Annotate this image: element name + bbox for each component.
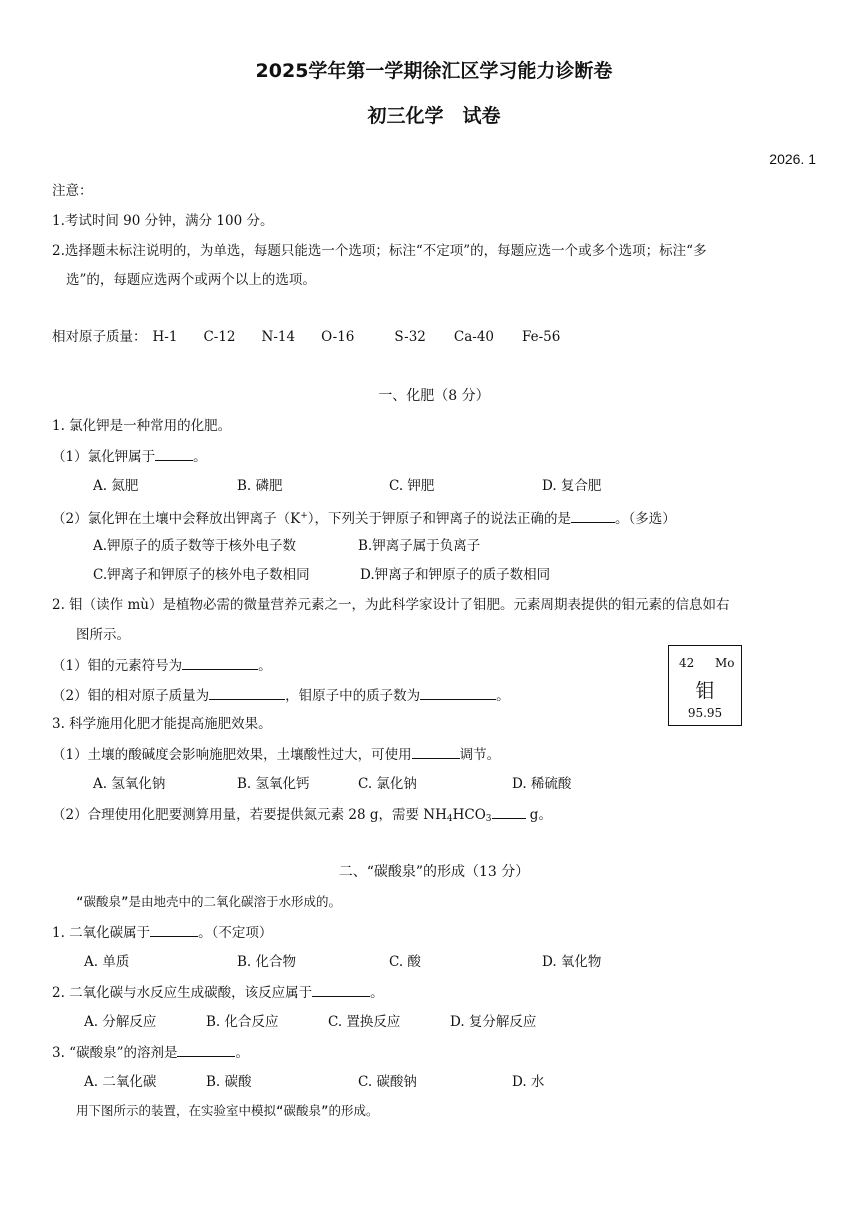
option-d[interactable]: D. 氧化物 bbox=[542, 954, 602, 970]
question-text: （2）钼的相对原子质量为 bbox=[52, 688, 210, 704]
s2-question-3-stem bbox=[52, 1043, 249, 1062]
exam-date: 2026. 1 bbox=[769, 151, 816, 167]
option-c[interactable]: C.钾离子和钾原子的核外电子数相同 bbox=[93, 567, 310, 583]
answer-blank[interactable] bbox=[312, 983, 370, 997]
exam-subtitle: 初三化学 试卷 bbox=[367, 105, 501, 127]
option-d[interactable]: D. 复合肥 bbox=[542, 478, 602, 494]
notice-item-2-line-2: 选”的，每题应选两个或两个以上的选项。 bbox=[66, 272, 316, 288]
question-3-stem: 3. 科学施用化肥才能提高施肥效果。 bbox=[52, 716, 272, 732]
question-text: g。 bbox=[525, 807, 552, 823]
s2-question-1-stem bbox=[52, 923, 272, 942]
question-text: HCO bbox=[452, 807, 486, 823]
question-text: （1）钼的元素符号为 bbox=[52, 658, 183, 674]
answer-blank[interactable] bbox=[155, 447, 193, 461]
atomic-mass-item: H-1 bbox=[152, 329, 178, 345]
notice-label: 注意： bbox=[52, 183, 93, 199]
question-text: 。 bbox=[496, 688, 510, 704]
question-2-part-2 bbox=[52, 686, 510, 705]
section-2-title: 二、“碳酸泉”的形成（13 分） bbox=[338, 864, 530, 880]
option-a[interactable]: A. 二氧化碳 bbox=[84, 1074, 157, 1090]
element-symbol: Mo bbox=[715, 656, 735, 670]
notice-item-2-line-1: 2.选择题未标注说明的，为单选，每题只能选一个选项；标注“不定项”的，每题应选一个或多个选项；标注“多 bbox=[52, 243, 707, 259]
question-text: 。 bbox=[258, 658, 272, 674]
answer-blank[interactable] bbox=[571, 509, 615, 523]
option-c[interactable]: C. 碳酸钠 bbox=[358, 1074, 417, 1090]
question-text: 。 bbox=[370, 985, 384, 1001]
option-b[interactable]: B. 碳酸 bbox=[206, 1074, 252, 1090]
option-c[interactable]: C. 置换反应 bbox=[328, 1014, 401, 1030]
subscript: 4 bbox=[446, 814, 453, 824]
atomic-mass-item: N-14 bbox=[261, 329, 296, 345]
option-b[interactable]: B. 磷肥 bbox=[237, 478, 283, 494]
question-text: ，钼原子中的质子数为 bbox=[285, 688, 421, 704]
answer-blank[interactable] bbox=[492, 805, 526, 819]
question-2-stem-line-1: 2. 钼（读作 mù）是植物必需的微量营养元素之一，为此科学家设计了钼肥。元素周期表提供的钼元素的信息如右 bbox=[52, 597, 730, 613]
question-2-part-1 bbox=[52, 656, 272, 675]
option-b[interactable]: B. 化合反应 bbox=[206, 1014, 279, 1030]
section-2-intro: “碳酸泉”是由地壳中的二氧化碳溶于水形成的。 bbox=[76, 894, 342, 909]
subscript: 3 bbox=[485, 814, 492, 824]
question-1-part-1 bbox=[52, 447, 207, 466]
option-d[interactable]: D. 复分解反应 bbox=[450, 1014, 537, 1030]
question-text: 。（不定项） bbox=[198, 925, 273, 941]
answer-blank[interactable] bbox=[177, 1043, 235, 1057]
option-b[interactable]: B. 氢氧化钙 bbox=[237, 776, 310, 792]
question-text: （2）氯化钾在土壤中会释放出钾离子（K bbox=[52, 511, 301, 527]
section-1-title: 一、化肥（8 分） bbox=[378, 388, 490, 404]
option-c[interactable]: C. 氯化钠 bbox=[358, 776, 417, 792]
atomic-mass-item: O-16 bbox=[321, 329, 355, 345]
answer-blank[interactable] bbox=[209, 686, 285, 700]
section-2-outro: 用下图所示的装置，在实验室中模拟“碳酸泉”的形成。 bbox=[76, 1103, 379, 1118]
atomic-mass-item: S-32 bbox=[394, 329, 426, 345]
s2-question-2-stem bbox=[52, 983, 384, 1002]
question-text: 2. 二氧化碳与水反应生成碳酸，该反应属于 bbox=[52, 985, 313, 1001]
option-d[interactable]: D.钾离子和钾原子的质子数相同 bbox=[360, 567, 551, 583]
question-text: 3. “碳酸泉”的溶剂是 bbox=[52, 1045, 178, 1061]
atomic-mass-item: Ca-40 bbox=[453, 329, 494, 345]
answer-blank[interactable] bbox=[420, 686, 496, 700]
periodic-table-cell bbox=[668, 645, 742, 726]
question-1-stem: 1. 氯化钾是一种常用的化肥。 bbox=[52, 418, 232, 434]
option-b[interactable]: B. 化合物 bbox=[237, 954, 297, 970]
option-c[interactable]: C. 酸 bbox=[389, 954, 421, 970]
option-a[interactable]: A. 分解反应 bbox=[84, 1014, 157, 1030]
atomic-mass-item: C-12 bbox=[203, 329, 236, 345]
option-a[interactable]: A. 氢氧化钠 bbox=[93, 776, 166, 792]
question-1-part-2 bbox=[52, 507, 676, 528]
question-3-part-1 bbox=[52, 745, 500, 764]
question-text: ），下列关于钾原子和钾离子的说法正确的是 bbox=[307, 511, 571, 527]
option-c[interactable]: C. 钾肥 bbox=[389, 478, 435, 494]
element-name: 钼 bbox=[695, 680, 715, 702]
superscript: + bbox=[300, 511, 308, 521]
option-d[interactable]: D. 水 bbox=[512, 1074, 545, 1090]
question-text: （1）氯化钾属于 bbox=[52, 449, 156, 465]
question-text: 。 bbox=[235, 1045, 249, 1061]
notice-item-1: 1.考试时间 90 分钟，满分 100 分。 bbox=[52, 213, 274, 229]
atomic-number: 42 bbox=[679, 656, 695, 670]
question-2-stem-line-2: 图所示。 bbox=[76, 627, 130, 643]
question-text: 调节。 bbox=[459, 747, 501, 763]
atomic-mass: 95.95 bbox=[687, 706, 723, 720]
option-a[interactable]: A.钾原子的质子数等于核外电子数 bbox=[93, 538, 297, 554]
option-a[interactable]: A. 氮肥 bbox=[93, 478, 139, 494]
atomic-mass-row bbox=[52, 328, 560, 346]
question-text: 1. 二氧化碳属于 bbox=[52, 925, 151, 941]
question-text: （2）合理使用化肥要测算用量，若要提供氮元素 28 g，需要 NH bbox=[52, 807, 447, 823]
option-b[interactable]: B.钾离子属于负离子 bbox=[358, 538, 481, 554]
atomic-mass-label: 相对原子质量： bbox=[52, 329, 147, 345]
question-3-part-2 bbox=[52, 805, 552, 828]
answer-blank[interactable] bbox=[182, 656, 258, 670]
question-text: 。 bbox=[193, 449, 207, 465]
option-a[interactable]: A. 单质 bbox=[84, 954, 130, 970]
question-text: （1）土壤的酸碱度会影响施肥效果，土壤酸性过大，可使用 bbox=[52, 747, 412, 763]
exam-title: 2025学年第一学期徐汇区学习能力诊断卷 bbox=[255, 60, 613, 82]
answer-blank[interactable] bbox=[412, 745, 460, 759]
answer-blank[interactable] bbox=[150, 923, 198, 937]
atomic-mass-item: Fe-56 bbox=[522, 329, 561, 345]
question-text: 。（多选） bbox=[614, 511, 676, 527]
option-d[interactable]: D. 稀硫酸 bbox=[512, 776, 572, 792]
